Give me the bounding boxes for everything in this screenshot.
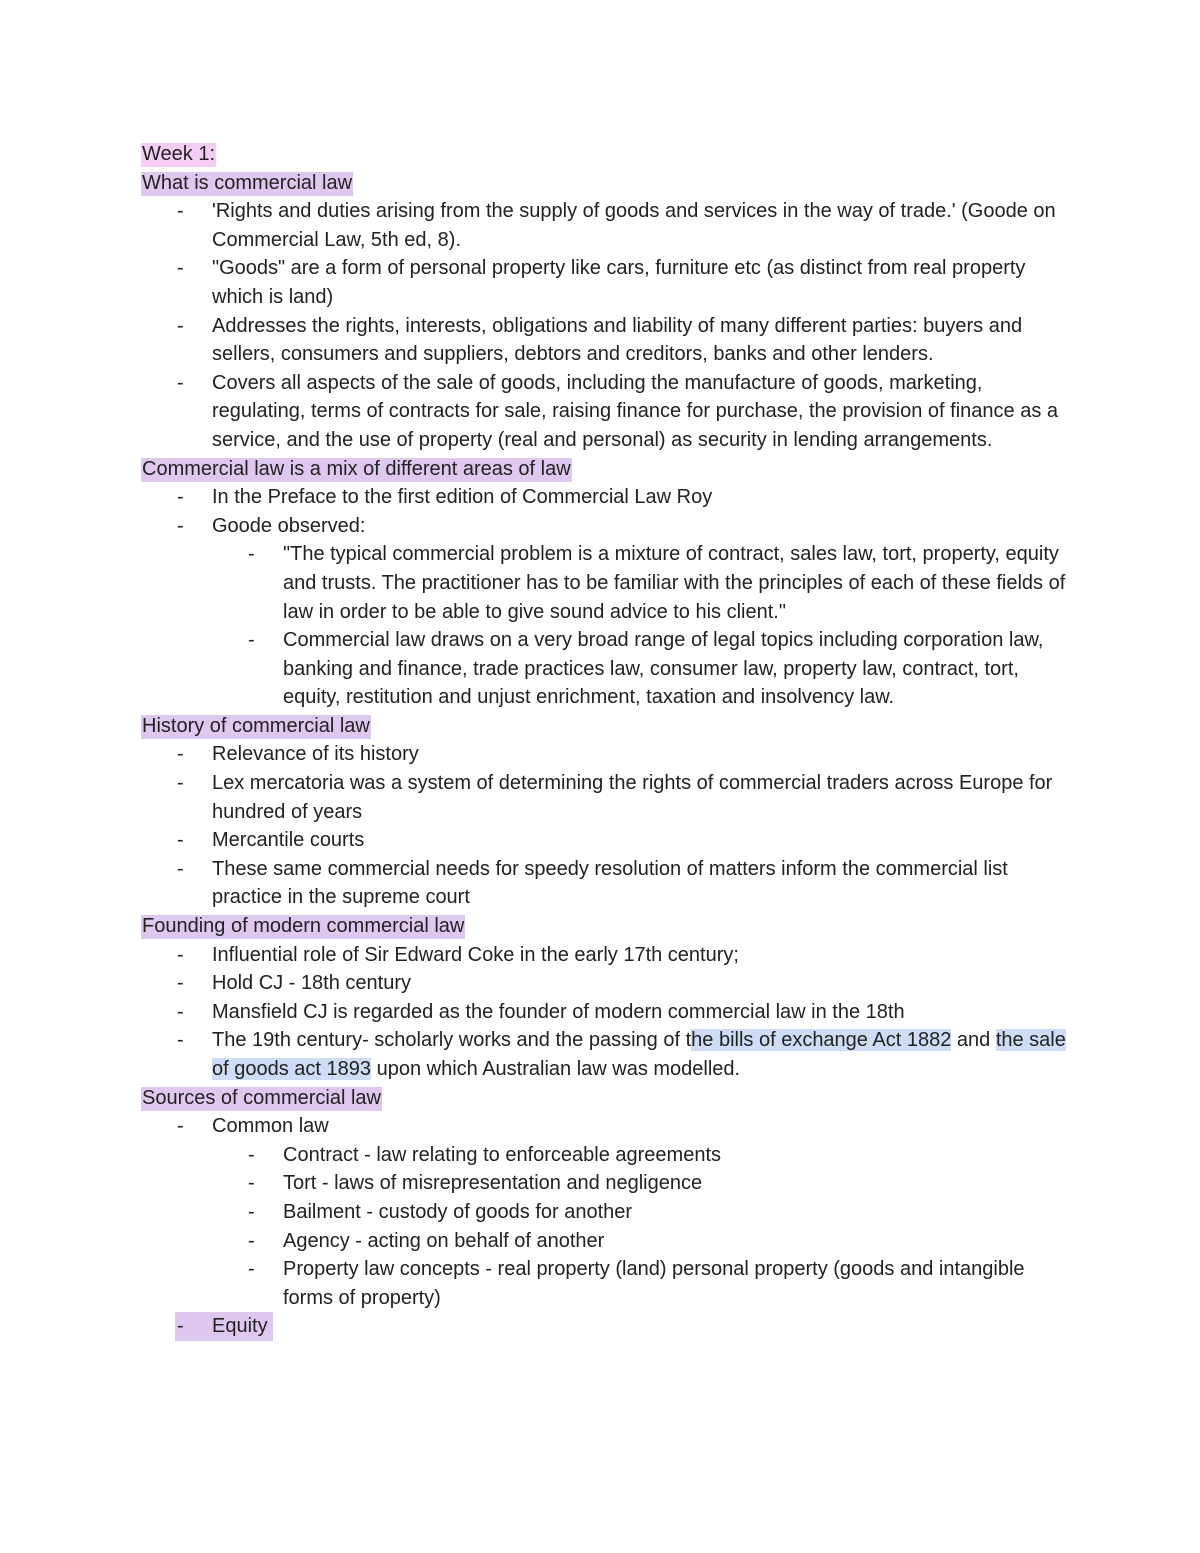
sub-list-item: - Contract - law relating to enforceable agreements: [248, 1143, 722, 1166]
section-heading: Founding of modern commercial law: [142, 915, 465, 938]
list-item: - These same commercial needs for speedy resolution of matters inform the commercial list practice in the supreme court: [177, 857, 1008, 909]
bullet-list: [141, 941, 1071, 1084]
sub-list-item: - Commercial law draws on a very broad range of legal topics including corporation law, banking and finance, trade practices law, consumer law, property law, contract, tort, equity, restitution and unjust enrichment, taxation and insolvency law.: [248, 629, 1044, 709]
section-heading: Sources of commercial law: [142, 1086, 381, 1109]
list-item: - "Goods" are a form of personal property like cars, furniture etc (as distinct from real property which is land): [177, 257, 1026, 308]
list-item: - Goode observed: - "The typical commercial problem is a mixture of contract, sales law, tort, property, equity and trusts. The practitioner has to be familiar with the principles of each of these fields of law in order to be able to give sound advice to his client." - Commercial law draws on a very broad range of legal topics including corporation law, banking and finance, trade practices law, consumer law, property law, contract, tort, equity, restitution and unjust enrichment, taxation and insolvency law.: [141, 512, 1071, 712]
list-item: - 'Rights and duties arising from the supply of goods and services in the way of trade.' (Goode on Commercial Law, 5th ed, 8).: [177, 200, 1056, 251]
list-item: - The 19th century- scholarly works and the passing of the bills of exchange Act 1882 and the sale of goods act 1893 upon which Australian law was modelled.: [177, 1029, 1066, 1080]
list-item: - Addresses the rights, interests, obligations and liability of many different parties: buyers and sellers, consumers and suppliers, debtors and creditors, banks and other lenders.: [177, 314, 1023, 366]
highlighted-text: he bills of exchange Act 1882: [691, 1029, 952, 1052]
list-item: - Mercantile courts: [177, 829, 365, 852]
sub-list-item: - Tort - laws of misrepresentation and negligence: [248, 1172, 703, 1195]
section-heading: Commercial law is a mix of different areas of law: [142, 457, 571, 480]
sub-bullet-list: [212, 540, 1071, 712]
week-title: Week 1:: [142, 143, 215, 165]
highlighted-text: the sale of goods act 1893: [212, 1029, 1066, 1080]
list-item: - Hold CJ - 18th century: [177, 972, 411, 995]
bullet-list: [141, 1112, 1071, 1312]
sub-list-item: - Property law concepts - real property (land) personal property (goods and intangible forms of property): [248, 1258, 1025, 1309]
section-heading: History of commercial law: [142, 714, 370, 737]
sub-list-item: - Bailment - custody of goods for another: [248, 1200, 633, 1223]
sub-bullet-list: [212, 1141, 1071, 1313]
bullet-list: [141, 740, 1071, 912]
list-item: - Common law - Contract - law relating to enforceable agreements - Tort - laws of misrepresentation and negligence - Bailment - custody of goods for another - Agency - acting on behalf of another - Property law concepts - real property (land) personal property (goods and intangible forms of property): [141, 1112, 1071, 1312]
bullet-list: [141, 197, 1071, 454]
sub-list-item: - Agency - acting on behalf of another: [248, 1229, 605, 1252]
sub-list-item: - "The typical commercial problem is a mixture of contract, sales law, tort, property, equity and trusts. The practitioner has to be familiar with the principles of each of these fields of law in order to be able to give sound advice to his client.": [248, 543, 1066, 623]
section-heading: What is commercial law: [142, 171, 353, 194]
list-item: - Relevance of its history: [177, 743, 419, 766]
list-item: - Mansfield CJ is regarded as the founder of modern commercial law in the 18th: [177, 1000, 905, 1023]
document-body: [141, 140, 1071, 1341]
list-item: - In the Preface to the first edition of Commercial Law Roy: [177, 486, 713, 509]
list-item-equity: - Equity: [141, 1312, 1071, 1341]
bullet-list: [141, 483, 1071, 712]
list-item: - Influential role of Sir Edward Coke in the early 17th century;: [177, 943, 739, 966]
list-item: - Lex mercatoria was a system of determining the rights of commercial traders across Europe for hundred of years: [177, 772, 1053, 823]
list-item: - Covers all aspects of the sale of goods, including the manufacture of goods, marketing, regulating, terms of contracts for sale, raising finance for purchase, the provision of finance as a service, and the use of property (real and personal) as security in lending arrangements.: [177, 371, 1058, 451]
